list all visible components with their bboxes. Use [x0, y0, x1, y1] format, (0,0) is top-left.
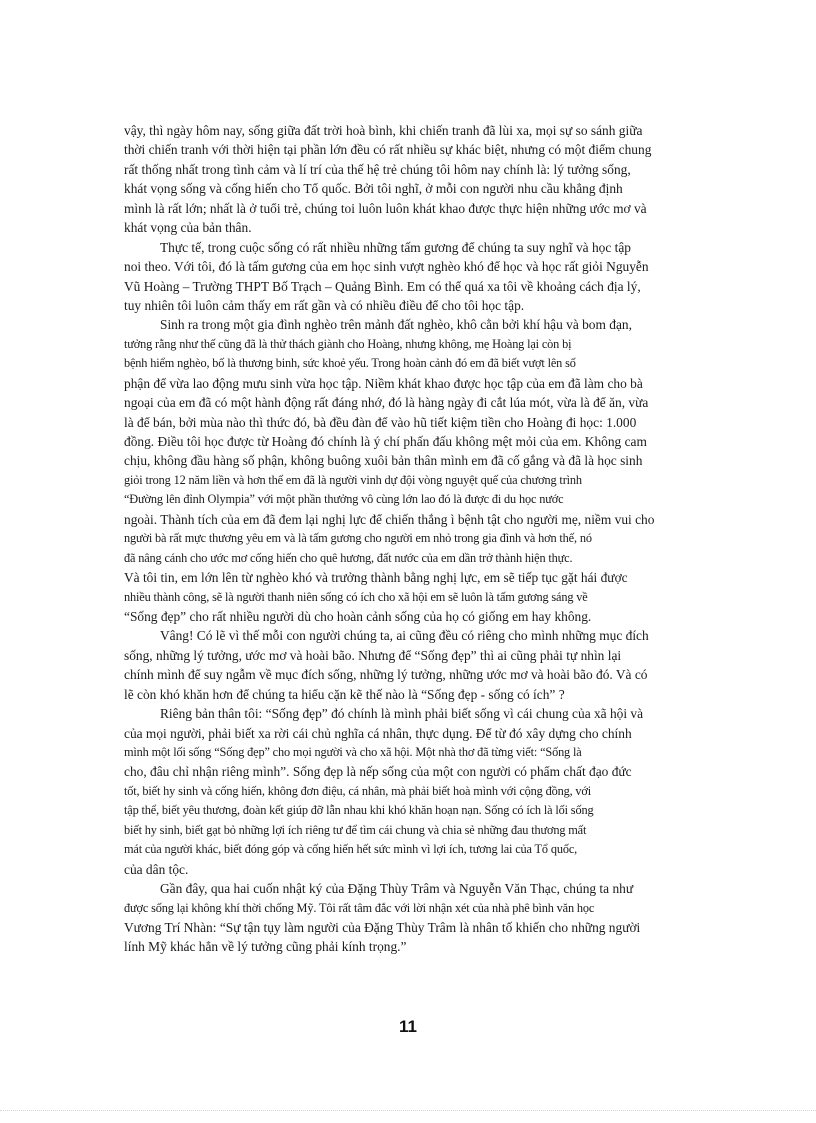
text-line: khát vọng sống và cống hiến cho Tổ quốc. Bởi tôi nghĩ, ở mỗi con người nhu cầu khẳng định — [124, 181, 623, 197]
text-line: Và tôi tin, em lớn lên từ nghèo khó và trưởng thành bằng nghị lực, em sẽ tiếp tục gặt hái được — [124, 570, 628, 586]
text-line: người bà rất mực thương yêu em và là tấm gương cho người em nhỏ trong gia đình và hơn thế, nó — [124, 531, 592, 546]
text-line: “Đường lên đỉnh Olympia” với một phần thưởng vô cùng lớn lao đó là được đi du học nước — [124, 492, 564, 507]
text-line: của dân tộc. — [124, 861, 189, 877]
text-line: tuy nhiên tôi luôn cảm thấy em rất gần và có nhiều điều để cho tôi học tập. — [124, 297, 525, 313]
body-text — [124, 121, 714, 957]
text-line: phận để vừa lao động mưu sinh vừa học tập. Niềm khát khao được học tập của em đã làm cho bà — [124, 375, 643, 391]
text-line: đã nâng cánh cho ước mơ cống hiến cho quê hương, đất nước của em dần trở thành hiện thực. — [124, 550, 573, 565]
text-line: mình là rất lớn; nhất là ở tuổi trẻ, chúng toi luôn luôn khát khao được thực hiện những ước mơ và — [124, 200, 647, 216]
text-line: cho, đâu chỉ nhận riêng mình”. Sống đẹp là nếp sống của một con người có phẩm chất đạo đức — [124, 764, 632, 780]
text-line: đồng. Điều tôi học được từ Hoàng đó chính là ý chí phấn đấu không mệt mỏi của em. Không cam — [124, 434, 647, 449]
text-line: rất thống nhất trong tình cảm và lí trí của thế hệ trẻ chúng tôi hôm nay chính là: lý tưởng sống, — [124, 161, 631, 177]
text-line: Vương Trí Nhàn: “Sự tận tụy làm người của Đặng Thùy Trâm là nhân tố khiến cho những người — [124, 919, 641, 935]
text-line: của mọi người, phải biết xa rời cái chủ nghĩa cá nhân, thực dụng. Để từ đó xây dựng cho chính — [124, 725, 632, 741]
text-line: tưởng rằng như thế cũng đã là thử thách giành cho Hoàng, nhưng không, mẹ Hoàng lại còn bị — [124, 336, 572, 351]
text-line: khát vọng của bản thân. — [124, 220, 252, 236]
text-line: mình một lối sống “Sống đẹp” cho mọi người và cho xã hội. Một nhà thơ đã từng viết: “Sống là — [124, 745, 582, 759]
text-line: lẽ còn khó khăn hơn để chúng ta hiểu cặn kẽ thế nào là “Sống đẹp - sống có ích” ? — [124, 686, 565, 702]
text-line: Vũ Hoàng – Trường THPT Bố Trạch – Quảng Bình. Em có thể quá xa tôi về khoảng cách địa lý, — [124, 278, 641, 294]
text-line: noi theo. Với tôi, đó là tấm gương của em học sinh vượt nghèo khó để học và học rất giỏi Nguyễn — [124, 259, 649, 275]
text-line: chịu, không đầu hàng số phận, không buông xuôi bản thân mình em đã cố gắng và đã là học sinh — [124, 453, 643, 469]
text-line: bệnh hiểm nghèo, bố là thương binh, sức khoẻ yếu. Trong hoàn cảnh đó em đã biết vượt lên số — [124, 356, 576, 371]
text-line: ngoài. Thành tích của em đã đem lại nghị lực để chiến thắng ì bệnh tật cho người mẹ, niềm vui cho — [124, 511, 655, 527]
text-line: sống, những lý tưởng, ước mơ và hoài bão. Nhưng để “Sống đẹp” thì ai cũng phải tự nhìn lại — [124, 647, 622, 663]
text-line: Riêng bản thân tôi: “Sống đẹp” đó chính là mình phải biết sống vì cái chung của xã hội và — [160, 706, 644, 722]
text-line: là để bán, bởi mùa nào thì thức đó, bà đều đàn để vào hũ tiết kiệm tiền cho Hoàng đi học: 1.000 — [124, 414, 637, 430]
text-line: nhiều thành công, sẽ là người thanh niên sống có ích cho xã hội em sẽ luôn là tấm gương sáng về — [124, 589, 588, 604]
text-line: tập thể, biết yêu thương, đoàn kết giúp đỡ lẫn nhau khi khó khăn hoạn nạn. Sống có ích là lối sống — [124, 803, 594, 818]
text-line: Vâng! Có lẽ vì thế mỗi con người chúng ta, ai cũng đều có riêng cho mình những mục đích — [160, 628, 649, 644]
text-line: Sinh ra trong một gia đình nghèo trên mảnh đất nghèo, khô cằn bởi khí hậu và bom đạn, — [160, 317, 632, 333]
page-bottom-divider — [0, 1110, 816, 1111]
text-line: tốt, biết hy sinh và cống hiến, không đơn điệu, cá nhân, mà phải biết hoà mình với cộng đồng, với — [124, 783, 592, 798]
text-line: chính mình để suy ngẫm về mục đích sống, những lý tưởng, những ước mơ và hoài bão đó. Và có — [124, 667, 648, 683]
text-line: Thực tế, trong cuộc sống có rất nhiều những tấm gương để chúng ta suy nghĩ và học tập — [160, 239, 632, 255]
text-line: lính Mỹ khác hẳn về lý tưởng cũng phải kính trọng.” — [124, 939, 407, 955]
text-line: vậy, thì ngày hôm nay, sống giữa đất trời hoà bình, khi chiến tranh đã lùi xa, mọi sự so sánh giữa — [124, 123, 643, 138]
text-line: Gần đây, qua hai cuốn nhật ký của Đặng Thùy Trâm và Nguyễn Văn Thạc, chúng ta như — [160, 881, 634, 897]
text-line: mát của người khác, biết đóng góp và cống hiến hết sức mình vì lợi ích, tương lai của Tổ quốc, — [124, 842, 578, 857]
text-line: biết hy sinh, biết gạt bỏ những lợi ích riêng tư để tìm cái chung và chia sẻ những đau thương mất — [124, 822, 587, 837]
text-line: thời chiến tranh với thời hiện tại phần lớn đều có rất nhiều sự khác biệt, nhưng có một điểm chung — [124, 142, 652, 158]
page-number: 11 — [399, 1017, 417, 1036]
text-line: “Sống đẹp” cho rất nhiều người dù cho hoàn cảnh sống của họ có giống em hay không. — [124, 608, 592, 624]
text-line: ngoại của em đã có một hành động rất đáng nhớ, đó là hàng ngày đi cắt lúa mót, vừa là để ăn, vừa — [124, 395, 649, 411]
text-line: được sống lại không khí thời chống Mỹ. Tôi rất tâm đắc với lời nhận xét của nhà phê bình văn học — [124, 900, 595, 915]
text-line: giỏi trong 12 năm liền và hơn thế em đã là người vinh dự đội vòng nguyệt quế của chương trình — [124, 472, 582, 487]
